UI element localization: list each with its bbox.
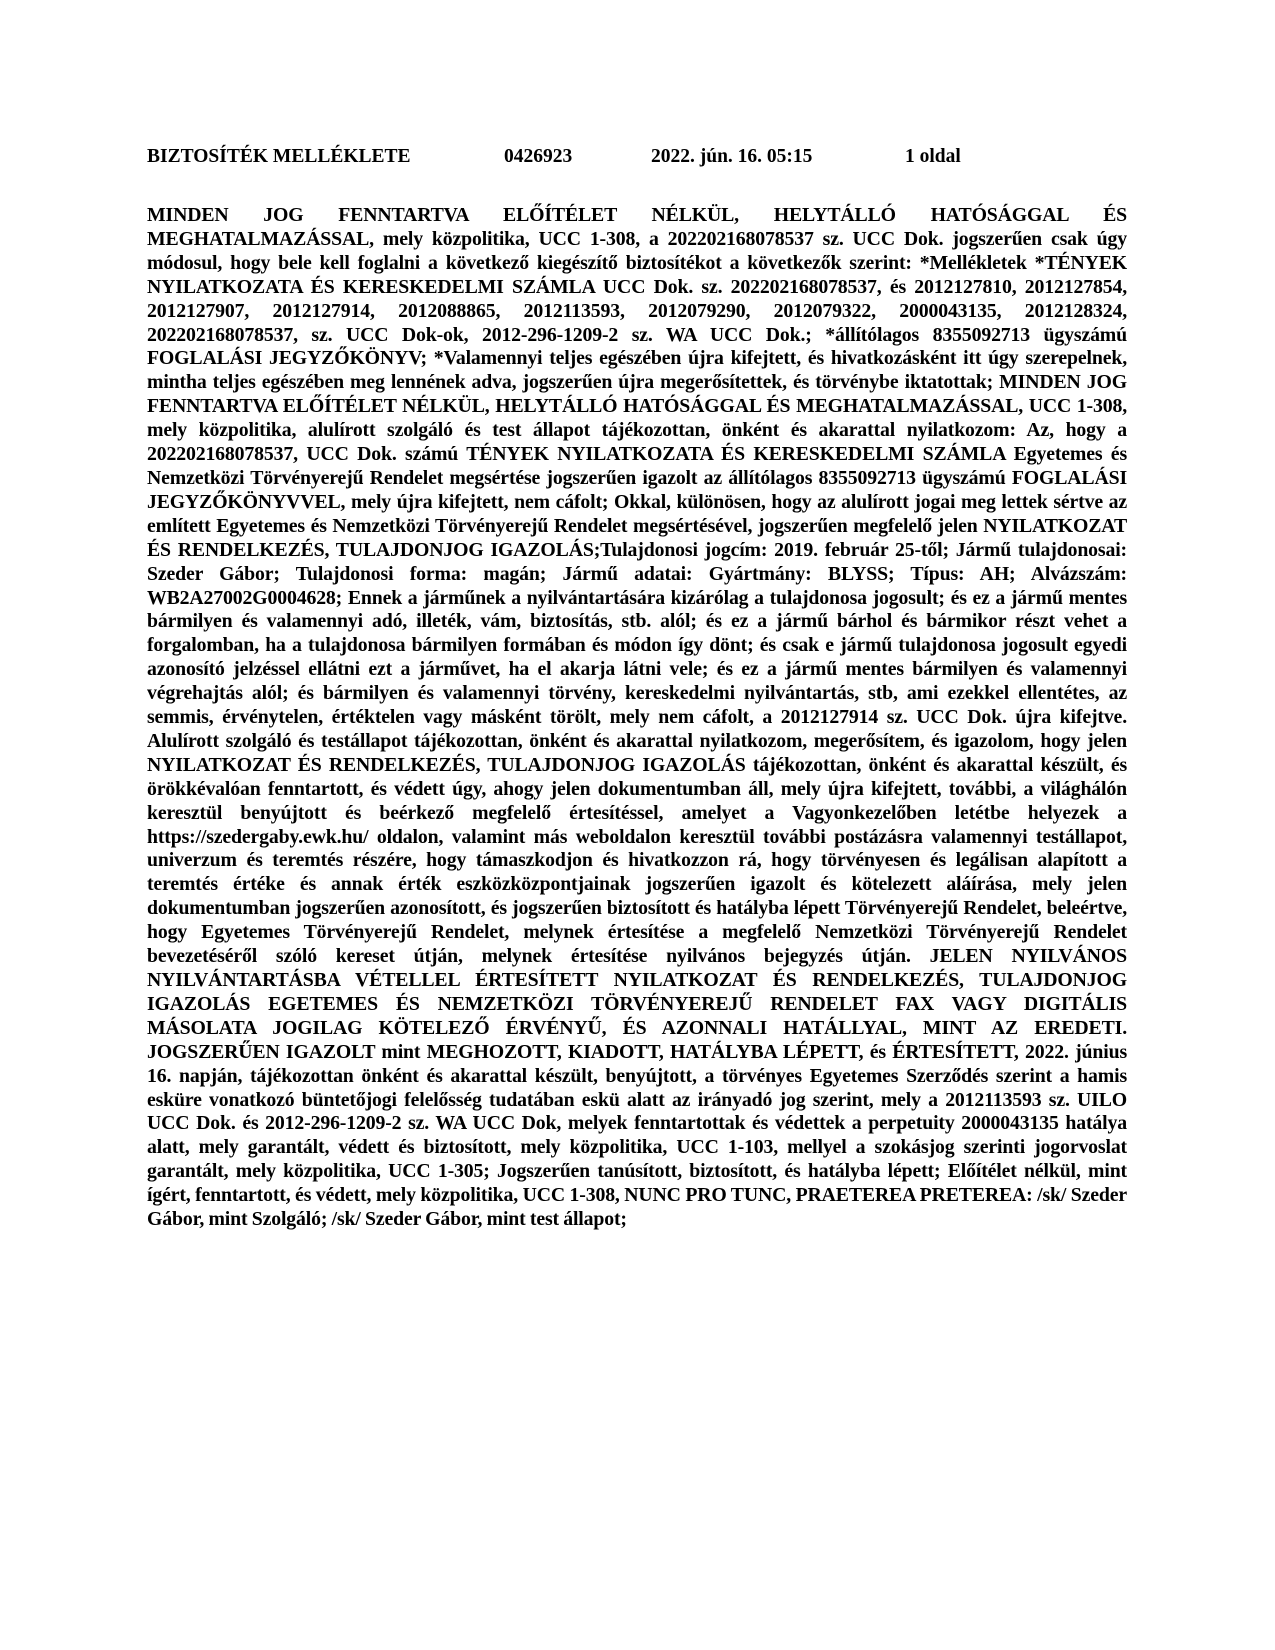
document-datetime: 2022. jún. 16. 05:15 xyxy=(651,146,813,167)
document-title: BIZTOSÍTÉK MELLÉKLETE xyxy=(147,146,411,167)
document-header xyxy=(147,146,1127,174)
document-body-paragraph: MINDEN JOG FENNTARTVA ELŐÍTÉLET NÉLKÜL, HELYTÁLLÓ HATÓSÁGGAL ÉS MEGHATALMAZÁSSAL, mely közpolitika, UCC 1-308, a 202202168078537 sz. UCC Dok. jogszerűen csak úgy módosul, hogy bele kell foglalni a következő kiegészítő biztosítékot a következők szerint: *Mellékletek *TÉNYEK NYILATKOZATA ÉS KERESKEDELMI SZÁMLA UCC Dok. sz. 202202168078537, és 2012127810, 2012127854, 2012127907, 2012127914, 2012088865, 2012113593, 2012079290, 2012079322, 2000043135, 2012128324, 202202168078537, sz. UCC Dok-ok, 2012-296-1209-2 sz. WA UCC Dok.; *állítólagos 8355092713 ügyszámú FOGLALÁSI JEGYZŐKÖNYV; *Valamennyi teljes egészében újra kifejtett, és hivatkozásként itt úgy szerepelnek, mintha teljes egészében meg lennének adva, jogszerűen újra megerősítettek, és törvénybe iktatottak; MINDEN JOG FENNTARTVA ELŐÍTÉLET NÉLKÜL, HELYTÁLLÓ HATÓSÁGGAL ÉS MEGHATALMAZÁSSAL, UCC 1-308, mely közpolitika, alulírott szolgáló és test állapot tájékozottan, önként és akarattal nyilatkozom: Az, hogy a 202202168078537, UCC Dok. számú TÉNYEK NYILATKOZATA ÉS KERESKEDELMI SZÁMLA Egyetemes és Nemzetközi Törvényerejű Rendelet megsértése jogszerűen igazolt az állítólagos 8355092713 ügyszámú FOGLALÁSI JEGYZŐKÖNYVVEL, mely újra kifejtett, nem cáfolt; Okkal, különösen, hogy az alulírott jogai meg lettek sértve az említett Egyetemes és Nemzetközi Törvényerejű Rendelet megsértésével, jogszerűen megfelelő jelen NYILATKOZAT ÉS RENDELKEZÉS, TULAJDONJOG IGAZOLÁS;Tulajdonosi jogcím: 2019. február 25-től; Jármű tulajdonosai: Szeder Gábor; Tulajdonosi forma: magán; Jármű adatai: Gyártmány: BLYSS; Típus: AH; Alvázszám: WB2A27002G0004628; Ennek a járműnek a nyilvántartására kizárólag a tulajdonosa jogosult; és ez a jármű mentes bármilyen és valamennyi adó, illeték, vám, biztosítás, stb. alól; és ez a jármű bárhol és bármikor részt vehet a forgalomban, ha a tulajdonosa bármilyen formában és módon így dönt; és csak e jármű tulajdonosa jogosult egyedi azonosító jelzéssel ellátni ezt a járművet, ha el akarja látni vele; és ez a jármű mentes bármilyen és valamennyi végrehajtás alól; és bármilyen és valamennyi törvény, kereskedelmi nyilvántartás, stb, ami ezekkel ellentétes, az semmis, érvénytelen, értéktelen vagy másként törölt, mely nem cáfolt, a 2012127914 sz. UCC Dok. újra kifejtve. Alulírott szolgáló és testállapot tájékozottan, önként és akarattal nyilatkozom, megerősítem, és igazolom, hogy jelen NYILATKOZAT ÉS RENDELKEZÉS, TULAJDONJOG IGAZOLÁS tájékozottan, önként és akarattal készült, és örökkévalóan fenntartott, és védett úgy, ahogy jelen dokumentumban áll, mely újra kifejtett, további, a világhálón keresztül benyújtott és beérkező megfelelő értesítéssel, amelyet a Vagyonkezelőben letétbe helyezek a https://szedergaby.ewk.hu/ oldalon, valamint más weboldalon keresztül további postázásra valamennyi testállapot, univerzum és teremtés részére, hogy támaszkodjon és hivatkozzon rá, hogy törvényesen és legálisan alapított a teremtés értéke és annak érték eszközközpontjainak jogszerűen igazolt és kötelezett aláírása, mely jelen dokumentumban jogszerűen azonosított, és jogszerűen biztosított és hatályba lépett Törvényerejű Rendelet, beleértve, hogy Egyetemes Törvényerejű Rendelet, melynek értesítése a megfelelő Nemzetközi Törvényerejű Rendelet bevezetéséről szóló kereset útján, melynek értesítése nyilvános bejegyzés útján. JELEN NYILVÁNOS NYILVÁNTARTÁSBA VÉTELLEL ÉRTESÍTETT NYILATKOZAT ÉS RENDELKEZÉS, TULAJDONJOG IGAZOLÁS EGETEMES ÉS NEMZETKÖZI TÖRVÉNYEREJŰ RENDELET FAX VAGY DIGITÁLIS MÁSOLATA JOGILAG KÖTELEZŐ ÉRVÉNYŰ, ÉS AZONNALI HATÁLLYAL, MINT AZ EREDETI. JOGSZERŰEN IGAZOLT mint MEGHOZOTT, KIADOTT, HATÁLYBA LÉPETT, és ÉRTESÍTETT, 2022. június 16. napján, tájékozottan önként és akarattal készült, benyújtott, a törvényes Egyetemes Szerződés szerint a hamis esküre vonatkozó büntetőjogi felelősség tudatában eskü alatt az irányadó jog szerint, mely a 2012113593 sz. UILO UCC Dok. és 2012-296-1209-2 sz. WA UCC Dok, melyek fenntartottak és védettek a perpetuity 2000043135 hatálya alatt, mely garantált, védett és biztosított, mely közpolitika, UCC 1-103, mellyel a szokásjog szerinti jogorvoslat garantált, mely közpolitika, UCC 1-305; Jogszerűen tanúsított, biztosított, és hatályba lépett; Előítélet nélkül, mint ígért, fenntartott, és védett, mely közpolitika, UCC 1-308, NUNC PRO TUNC, PRAETEREA PRETEREA: /sk/ Szeder Gábor, mint Szolgáló; /sk/ Szeder Gábor, mint test állapot; xyxy=(147,204,1127,1231)
document-number: 0426923 xyxy=(504,146,573,167)
document-page xyxy=(147,146,1127,1232)
page-indicator: 1 oldal xyxy=(905,146,961,167)
